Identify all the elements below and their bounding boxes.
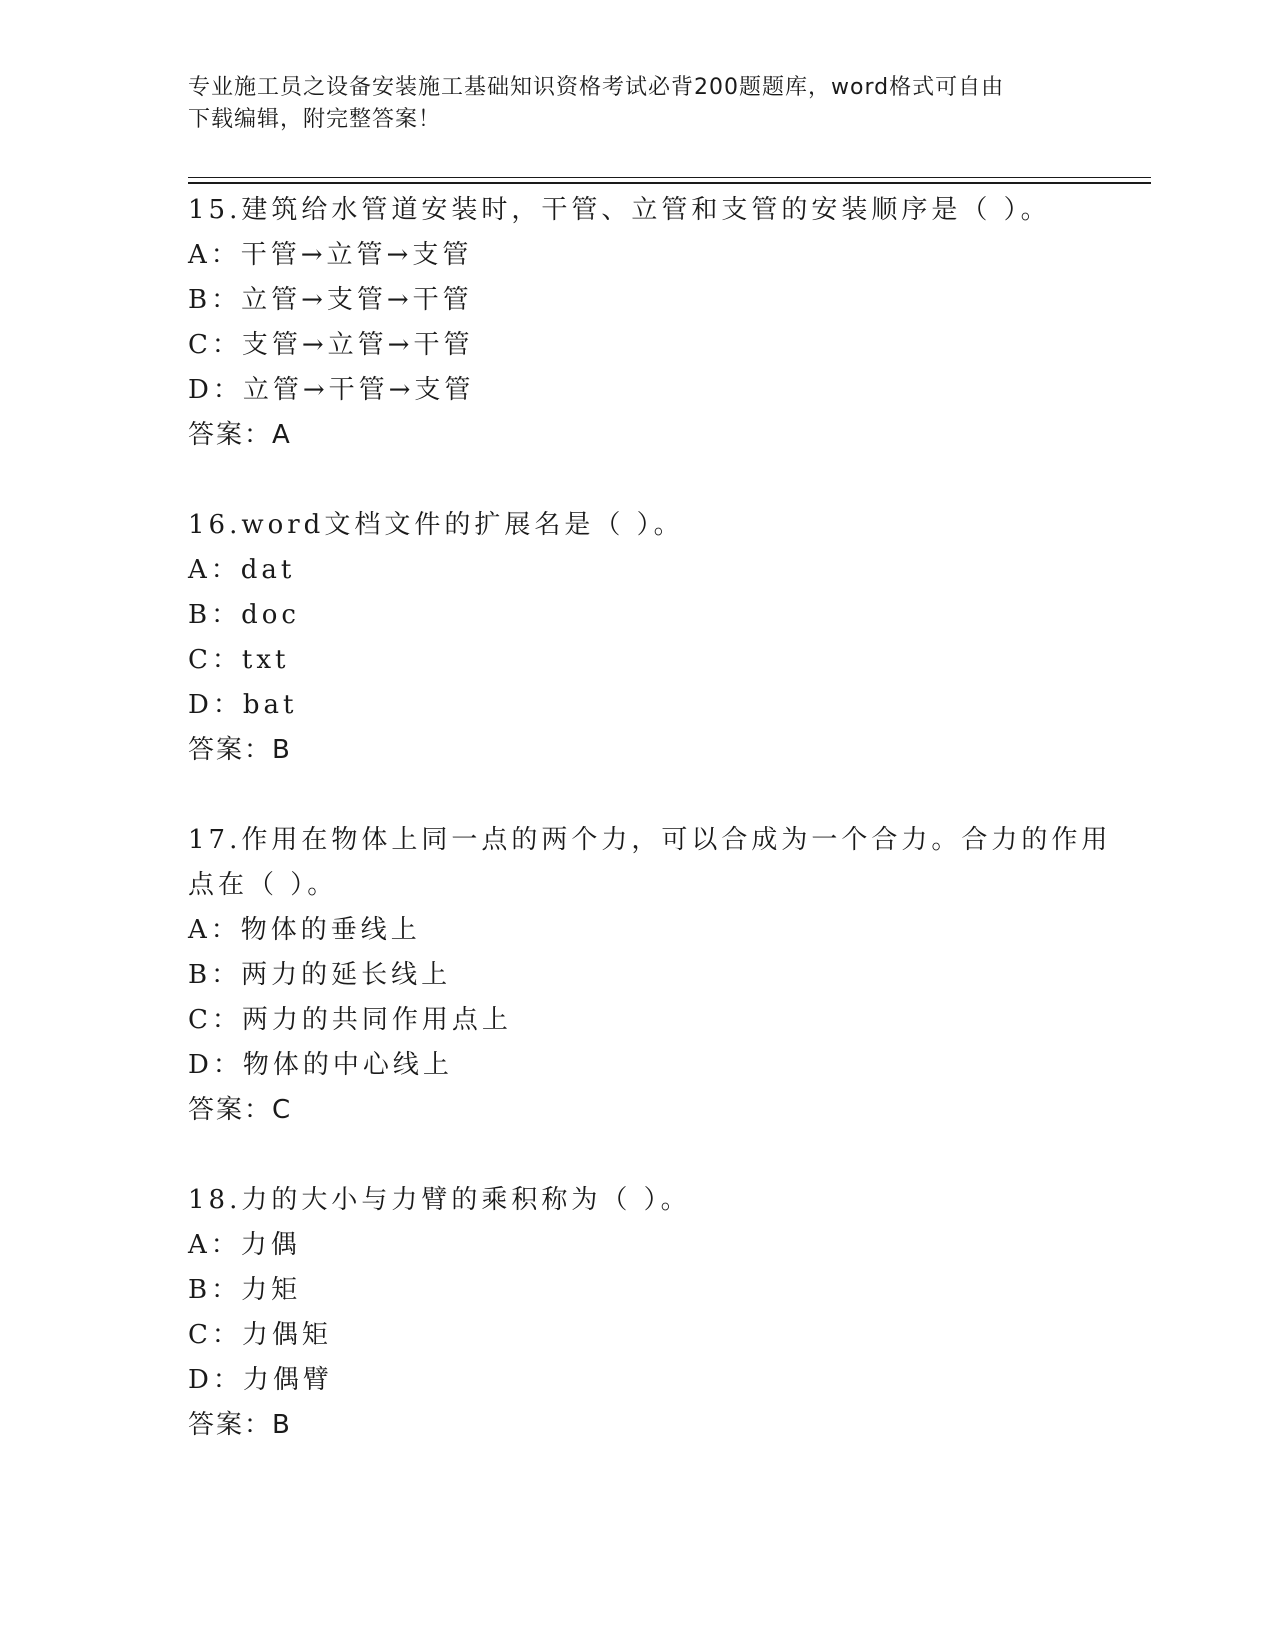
question-16-option-c: C：txt xyxy=(188,645,290,675)
header-line-2: 下载编辑，附完整答案！ xyxy=(188,107,442,132)
question-15-option-a: A：干管→立管→支管 xyxy=(188,240,473,270)
question-15-option-c: C：支管→立管→干管 xyxy=(188,330,474,360)
question-17-stem-line-1: 17.作用在物体上同一点的两个力，可以合成为一个合力。合力的作用 xyxy=(188,825,1112,855)
question-17-answer: 答案：C xyxy=(188,1095,293,1125)
question-17-option-b: B：两力的延长线上 xyxy=(188,960,452,990)
header-divider-bottom xyxy=(188,182,1151,184)
question-18-option-b: B：力矩 xyxy=(188,1275,302,1305)
question-17-option-d: D：物体的中心线上 xyxy=(188,1050,453,1080)
document-header xyxy=(188,72,1088,136)
question-15-answer: 答案：A xyxy=(188,420,292,450)
question-15-option-b: B：立管→支管→干管 xyxy=(188,285,473,315)
question-17-stem-line-2: 点在（ ）。 xyxy=(188,870,338,900)
question-18-option-d: D：力偶臂 xyxy=(188,1365,333,1395)
header-line-1: 专业施工员之设备安装施工基础知识资格考试必背200题题库，word格式可自由 xyxy=(188,75,1005,100)
question-18-option-a: A：力偶 xyxy=(188,1230,301,1260)
question-16-stem: 16.word文档文件的扩展名是（ ）。 xyxy=(188,510,684,540)
question-16-answer: 答案：B xyxy=(188,735,292,765)
question-18-option-c: C：力偶矩 xyxy=(188,1320,332,1350)
question-16-option-d: D：bat xyxy=(188,690,298,720)
question-18-answer: 答案：B xyxy=(188,1410,292,1440)
question-17-option-c: C：两力的共同作用点上 xyxy=(188,1005,512,1035)
question-18-stem: 18.力的大小与力臂的乘积称为（ ）。 xyxy=(188,1185,691,1215)
question-16-option-b: B：doc xyxy=(188,600,300,630)
question-17-option-a: A：物体的垂线上 xyxy=(188,915,421,945)
header-divider-top xyxy=(188,177,1151,178)
question-15-option-d: D：立管→干管→支管 xyxy=(188,375,475,405)
question-15-stem: 15.建筑给水管道安装时，干管、立管和支管的安装顺序是（ ）。 xyxy=(188,195,1051,225)
question-16-option-a: A：dat xyxy=(188,555,296,585)
